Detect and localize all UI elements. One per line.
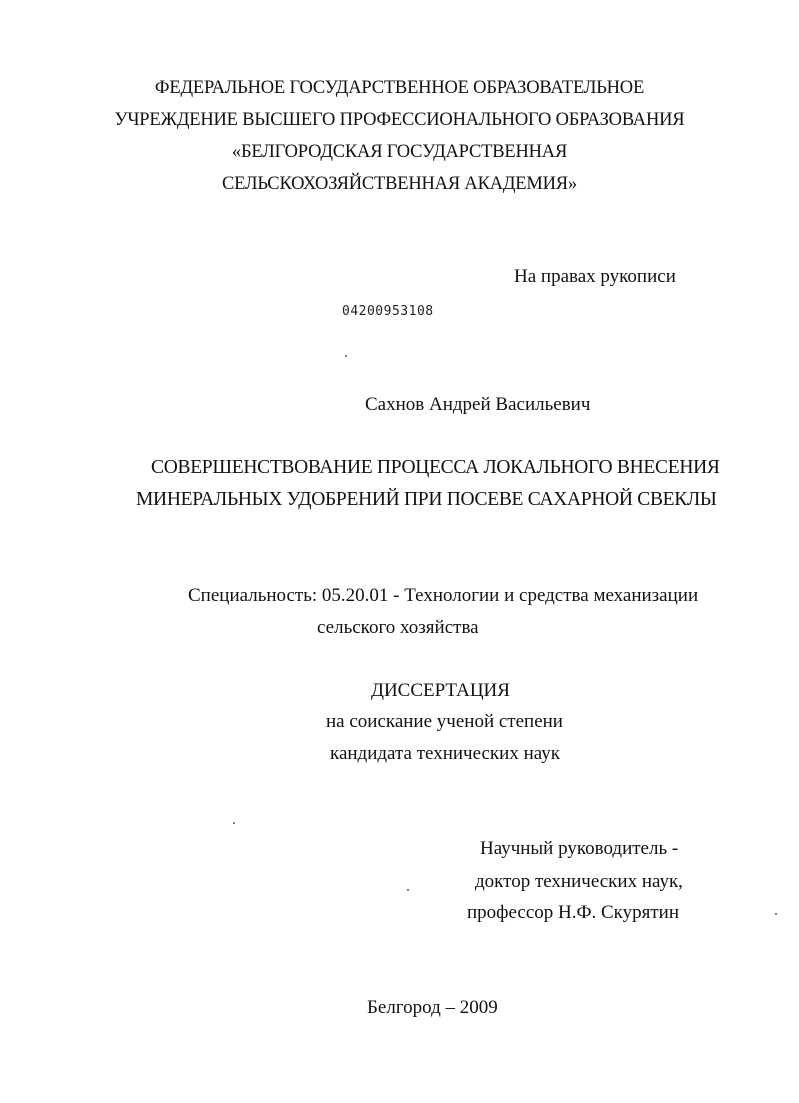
specialty-line-2: сельского хозяйства <box>317 617 479 638</box>
institution-line-2: УЧРЕЖДЕНИЕ ВЫСШЕГО ПРОФЕССИОНАЛЬНОГО ОБРАЗОВАНИЯ <box>114 110 685 130</box>
degree-line-2: кандидата технических наук <box>330 743 560 764</box>
manuscript-note: На правах рукописи <box>514 266 676 287</box>
place-year: Белгород – 2009 <box>367 997 498 1018</box>
scan-speck <box>345 355 347 357</box>
title-line-2: МИНЕРАЛЬНЫХ УДОБРЕНИЙ ПРИ ПОСЕВЕ САХАРНОЙ СВЕКЛЫ <box>136 489 717 510</box>
scan-speck <box>233 822 235 824</box>
registry-number: 04200953108 <box>342 304 434 319</box>
title-line-1: СОВЕРШЕНСТВОВАНИЕ ПРОЦЕССА ЛОКАЛЬНОГО ВНЕСЕНИЯ <box>151 457 720 478</box>
supervisor-line-1: Научный руководитель - <box>480 838 679 859</box>
institution-line-1: ФЕДЕРАЛЬНОЕ ГОСУДАРСТВЕННОЕ ОБРАЗОВАТЕЛЬНОЕ <box>154 78 645 98</box>
scan-speck <box>775 913 777 915</box>
institution-line-4: СЕЛЬСКОХОЗЯЙСТВЕННАЯ АКАДЕМИЯ» <box>222 174 577 194</box>
degree-heading: ДИССЕРТАЦИЯ <box>371 680 510 701</box>
degree-line-1: на соискание ученой степени <box>326 711 563 732</box>
institution-line-3: «БЕЛГОРОДСКАЯ ГОСУДАРСТВЕННАЯ <box>231 142 568 162</box>
specialty-line-1: Специальность: 05.20.01 - Технологии и средства механизации <box>188 585 699 606</box>
supervisor-line-2: доктор технических наук, <box>475 871 683 892</box>
scan-speck <box>407 889 409 891</box>
author-name: Сахнов Андрей Васильевич <box>365 394 591 415</box>
supervisor-line-3: профессор Н.Ф. Скурятин <box>467 902 679 923</box>
